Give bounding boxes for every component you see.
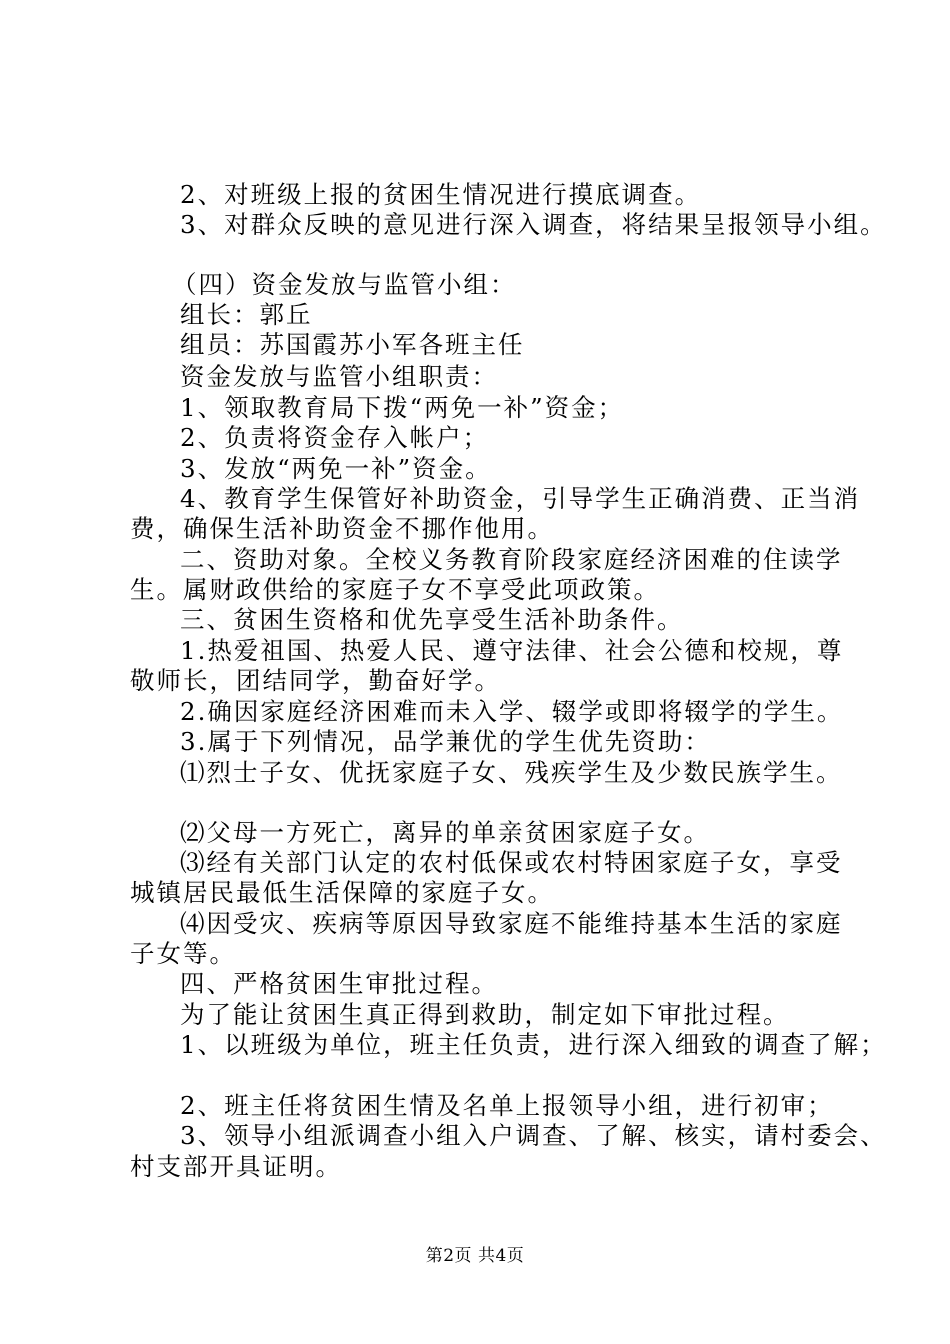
paragraph-line: 敬师长，团结同学，勤奋好学。 — [130, 666, 501, 695]
paragraph-line: 1、领取教育局下拨“两免一补”资金； — [180, 393, 625, 422]
paragraph-line: 2、班主任将贫困生情及名单上报领导小组，进行初审； — [180, 1091, 834, 1120]
paragraph-line: 三、贫困生资格和优先享受生活补助条件。 — [180, 605, 684, 634]
section-heading: （四）资金发放与监管小组： — [172, 270, 517, 299]
paragraph-line: 四、严格贫困生审批过程。 — [180, 969, 498, 998]
paragraph-line: 1.热爱祖国、热爱人民、遵守法律、社会公德和校规，尊 — [180, 636, 844, 665]
paragraph-line: 2、对班级上报的贫困生情况进行摸底调查。 — [180, 180, 702, 209]
paragraph-line: 1、以班级为单位，班主任负责，进行深入细致的调查了解； — [180, 1030, 887, 1059]
paragraph-line: 费，确保生活补助资金不挪作他用。 — [130, 514, 554, 543]
paragraph-line: 子女等。 — [130, 939, 236, 968]
paragraph-line: ⑴烈士子女、优抚家庭子女、残疾学生及少数民族学生。 — [180, 758, 843, 787]
paragraph-line: ⑷因受灾、疾病等原因导致家庭不能维持基本生活的家庭 — [180, 909, 843, 938]
paragraph-line: 3、发放“两免一补”资金。 — [180, 454, 492, 483]
page-number-footer: 第2页 共4页 — [425, 1246, 525, 1266]
paragraph-line: 组员：苏国霞苏小军各班主任 — [180, 330, 525, 359]
paragraph-line: ⑵父母一方死亡，离异的单亲贫困家庭子女。 — [180, 818, 710, 847]
paragraph-line: 4、教育学生保管好补助资金，引导学生正确消费、正当消 — [180, 484, 861, 513]
paragraph-line: 3、对群众反映的意见进行深入调查，将结果呈报领导小组。 — [180, 210, 887, 239]
paragraph-line: 资金发放与监管小组职责： — [180, 362, 498, 391]
paragraph-line: 生。属财政供给的家庭子女不享受此项政策。 — [130, 575, 660, 604]
paragraph-line: 村支部开具证明。 — [130, 1152, 342, 1181]
paragraph-line: 2.确因家庭经济困难而未入学、辍学或即将辍学的学生。 — [180, 697, 844, 726]
paragraph-line: 3、领导小组派调查小组入户调查、了解、核实，请村委会、 — [180, 1121, 887, 1150]
paragraph-line: 2、负责将资金存入帐户； — [180, 423, 490, 452]
paragraph-line: 二、资助对象。全校义务教育阶段家庭经济困难的住读学 — [180, 545, 843, 574]
paragraph-line: 3.属于下列情况，品学兼优的学生优先资助： — [180, 727, 711, 756]
paragraph-line: 为了能让贫困生真正得到救助，制定如下审批过程。 — [180, 1000, 790, 1029]
paragraph-line: 组长：郭丘 — [180, 300, 313, 329]
paragraph-line: 城镇居民最低生活保障的家庭子女。 — [130, 878, 554, 907]
paragraph-line: ⑶经有关部门认定的农村低保或农村特困家庭子女，享受 — [180, 848, 843, 877]
